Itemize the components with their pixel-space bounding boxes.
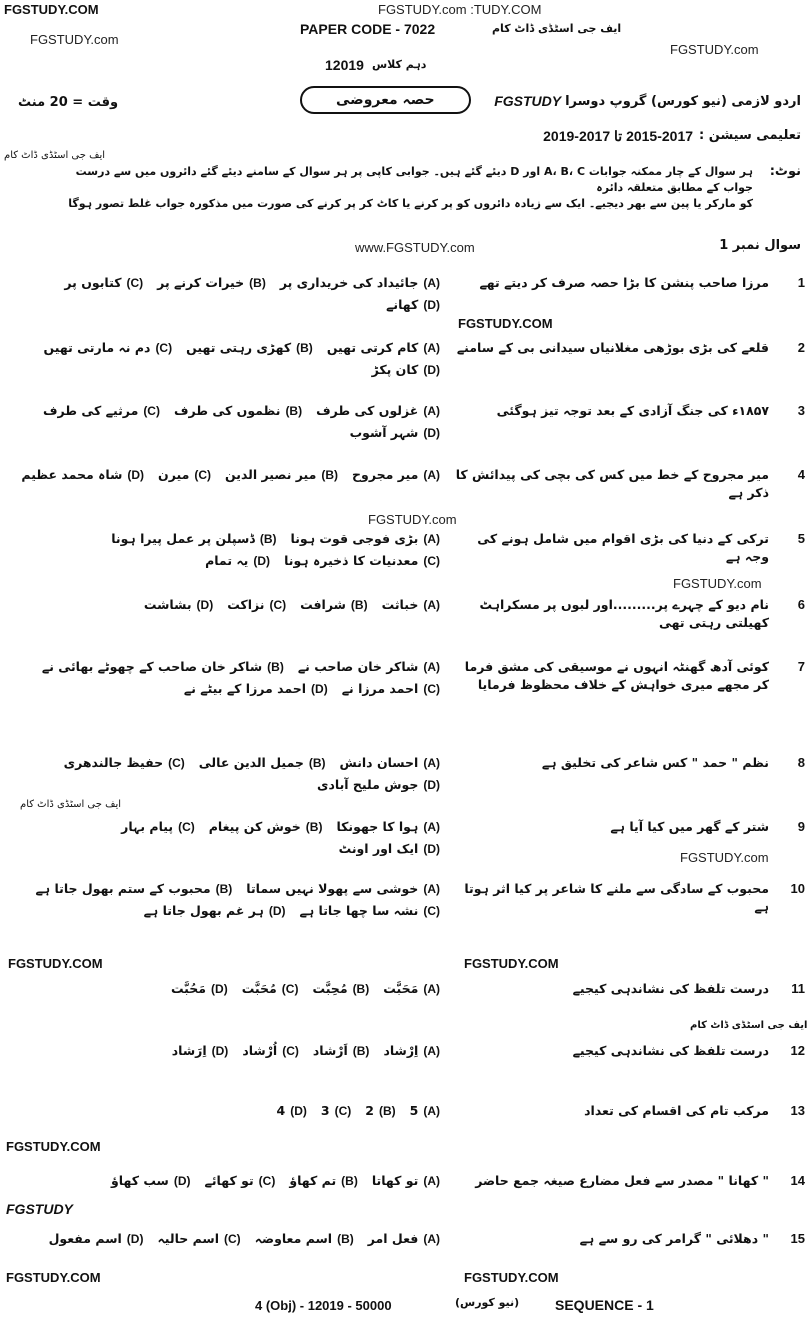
- session-label: تعلیمی سیشن :: [699, 128, 801, 143]
- note-label: نوٹ:: [769, 164, 801, 179]
- note: [63, 164, 753, 212]
- option-d[interactable]: [171, 980, 228, 998]
- options: [4, 1230, 440, 1248]
- option-text: 4: [276, 1103, 286, 1118]
- watermark: www.FGSTUDY.com: [355, 240, 475, 255]
- option-text: خوشی سے پھولا نہیں سماتا: [246, 881, 419, 896]
- option-text: خوش کن پیغام: [208, 819, 301, 834]
- brand: FGSTUDY: [494, 93, 562, 109]
- option-text: ڈسپلن پر عمل پیرا ہونا: [111, 531, 255, 546]
- options: [4, 1042, 440, 1060]
- question-number: 9: [797, 819, 805, 834]
- option-label: (A): [423, 660, 440, 674]
- option-text: فعل امر: [367, 1231, 419, 1246]
- paper-code: PAPER CODE - 7022: [300, 21, 436, 37]
- option-a[interactable]: [410, 1102, 440, 1120]
- option-d[interactable]: [317, 776, 440, 794]
- option-label: (A): [423, 276, 440, 290]
- option-a[interactable]: [291, 530, 440, 548]
- option-text: نظموں کی طرف: [173, 403, 281, 418]
- option-text: کھڑی رہتی تھیں: [186, 340, 292, 355]
- option-text: اسم مفعول: [48, 1231, 122, 1246]
- option-label: (B): [337, 1232, 354, 1246]
- watermark: FGSTUDY.COM: [4, 2, 99, 17]
- options: [4, 1172, 440, 1190]
- option-label: (C): [168, 756, 185, 770]
- option-text: کان پکڑ: [371, 362, 419, 377]
- option-a[interactable]: [368, 1230, 440, 1248]
- option-label: (D): [423, 298, 440, 312]
- option-b[interactable]: [209, 818, 323, 836]
- option-text: پیام بہار: [121, 819, 174, 834]
- urdu-watermark: ایف جی اسٹڈی ڈاٹ کام: [492, 22, 622, 35]
- option-text: حفیظ جالندھری: [63, 755, 164, 770]
- option-text: شاکر خان صاحب کے چھوٹے بھائی نے: [41, 659, 263, 674]
- option-label: (B): [249, 276, 266, 290]
- option-text: دم نہ مارتی تھیں: [43, 340, 151, 355]
- option-a[interactable]: [298, 658, 440, 676]
- question-label: سوال نمبر 1: [719, 238, 801, 253]
- option-b[interactable]: [186, 339, 313, 357]
- option-text: مرثیے کی طرف: [42, 403, 139, 418]
- watermark: FGSTUDY.COM: [464, 956, 559, 971]
- options: [4, 466, 440, 484]
- question-number: 15: [790, 1231, 805, 1246]
- question-number: 3: [797, 403, 805, 418]
- option-text: جمیل الدین عالی: [198, 755, 304, 770]
- option-a[interactable]: [327, 339, 440, 357]
- option-label: (D): [290, 1104, 307, 1118]
- watermark: FGSTUDY.com: [673, 576, 762, 591]
- option-text: کام کرتی تھیں: [326, 340, 419, 355]
- options: [4, 530, 440, 570]
- question-text: ۱۸۵۷ء کی جنگ آزادی کے بعد توجہ تیز ہوگئی: [496, 403, 769, 418]
- option-text: کھانے: [386, 297, 419, 312]
- subject: اردو لازمی (نیو کورس) گروپ دوسرا: [565, 94, 801, 109]
- option-label: (D): [127, 468, 145, 482]
- option-label: (D): [423, 426, 440, 440]
- options: [4, 1102, 440, 1120]
- option-text: مُحَبَّت: [241, 981, 277, 996]
- option-text: سب کھاؤ: [110, 1173, 169, 1188]
- option-text: ہوا کا جھونکا: [336, 819, 419, 834]
- option-label: (C): [269, 598, 287, 612]
- class-label: دہم کلاس: [371, 58, 427, 71]
- option-d[interactable]: [386, 296, 440, 314]
- option-label: (C): [281, 982, 299, 996]
- option-label: (A): [423, 820, 440, 834]
- option-label: (A): [423, 756, 440, 770]
- option-label: (B): [285, 404, 303, 418]
- options: [4, 274, 440, 314]
- question-number: 6: [797, 597, 805, 612]
- question-text: مرکب تام کی اقسام کی تعداد: [584, 1103, 769, 1118]
- question-text: درست تلفظ کی نشاندہی کیجیے: [572, 1043, 769, 1058]
- question-text: " دھلائی " گرامر کی رو سے ہے: [579, 1231, 769, 1246]
- option-text: شہر آشوب: [349, 425, 419, 440]
- option-text: شاکر خان صاحب نے: [297, 659, 419, 674]
- option-label: (D): [196, 598, 214, 612]
- option-b[interactable]: [289, 1172, 358, 1190]
- option-c[interactable]: [205, 1172, 276, 1190]
- footer-code: 4 (Obj) - 12019 - 50000: [255, 1298, 392, 1313]
- option-d[interactable]: [184, 680, 328, 698]
- option-label: (B): [378, 1104, 396, 1118]
- option-a[interactable]: [352, 466, 440, 484]
- option-d[interactable]: [144, 902, 286, 920]
- option-text: 2: [365, 1103, 374, 1118]
- question-text: نام دیو کے چہرے پر.........اور لبوں پر مسکراہٹ کھیلتی رہتی تھی: [479, 597, 769, 630]
- option-d[interactable]: [372, 361, 440, 379]
- option-text: اسم معاوضہ: [254, 1231, 333, 1246]
- option-b[interactable]: [255, 1230, 354, 1248]
- option-a[interactable]: [383, 1042, 440, 1060]
- option-label: (A): [423, 532, 440, 546]
- option-text: مَحَبَّت: [383, 981, 419, 996]
- watermark: FGSTUDY.COM: [8, 956, 103, 971]
- watermark: FGSTUDY.com :TUDY.COM: [378, 2, 542, 17]
- option-label: (A): [423, 341, 440, 355]
- option-label: (B): [267, 660, 284, 674]
- question-number: 4: [797, 467, 805, 482]
- option-label: (A): [423, 468, 440, 482]
- options: [4, 402, 440, 442]
- urdu-watermark: ایف جی اسٹڈی ڈاٹ کام: [4, 150, 106, 161]
- option-label: (D): [423, 842, 440, 856]
- option-label: (A): [423, 598, 440, 612]
- option-text: احسان دانش: [339, 755, 419, 770]
- session: 2015-2017 تا 2017-2019: [543, 128, 694, 144]
- watermark: FGSTUDY.COM: [458, 316, 553, 331]
- option-label: (B): [259, 532, 277, 546]
- option-label: (B): [296, 341, 313, 355]
- option-b[interactable]: [300, 596, 367, 614]
- option-text: مُحِبَّت: [312, 981, 348, 996]
- option-text: خباثت: [381, 597, 419, 612]
- option-text: کتابوں پر: [64, 275, 122, 290]
- option-a[interactable]: [280, 274, 440, 292]
- option-label: (B): [341, 1174, 358, 1188]
- option-d[interactable]: [144, 596, 213, 614]
- option-text: 3: [320, 1103, 330, 1118]
- option-d[interactable]: [350, 424, 440, 442]
- option-label: (D): [423, 778, 440, 792]
- option-label: (A): [423, 1104, 440, 1118]
- option-c[interactable]: [284, 552, 440, 570]
- time-allowed: وقت = 20 منٹ: [18, 95, 119, 110]
- option-c[interactable]: [242, 980, 299, 998]
- footer-sequence: SEQUENCE - 1: [555, 1297, 654, 1313]
- watermark: FGSTUDY.com: [30, 32, 119, 47]
- option-b[interactable]: [225, 466, 338, 484]
- note-line-2: کو مارکر یا پین سے بھر دیجیے۔ ایک سے زیادہ دائروں کو پر کرنے یا کاٹ کر پر کرنے کی صورت میں مذکورہ جواب غلط تصور ہوگا: [68, 197, 753, 210]
- question-text: نظم " حمد " کس شاعر کی تخلیق ہے: [541, 755, 769, 770]
- option-label: (C): [423, 682, 440, 696]
- option-label: (D): [211, 982, 228, 996]
- option-text: ہر غم بھول جاتا ہے: [143, 903, 264, 918]
- option-text: اِرْشاد: [383, 1043, 419, 1058]
- option-c[interactable]: [321, 1102, 351, 1120]
- option-c[interactable]: [227, 596, 286, 614]
- option-text: نشہ سا چھا جاتا ہے: [299, 903, 419, 918]
- option-label: (C): [155, 341, 173, 355]
- option-b[interactable]: [199, 754, 326, 772]
- watermark: FGSTUDY: [6, 1201, 73, 1217]
- option-c[interactable]: [43, 402, 160, 420]
- option-b[interactable]: [174, 402, 302, 420]
- option-label: (C): [423, 904, 440, 918]
- note-line-1: ہر سوال کے چار ممکنہ جوابات A، B، C اور D دیئے گئے ہیں۔ جوابی کاپی پر ہر سوال کے سامنے دیئے گئے دائروں میں سے درست جواب کے مطابق متعلقہ دائرہ: [75, 165, 753, 194]
- option-b[interactable]: [35, 880, 232, 898]
- option-label: (D): [311, 682, 328, 696]
- option-d[interactable]: [277, 1102, 307, 1120]
- option-label: (A): [423, 882, 440, 896]
- option-text: احمد مرزا کے بیٹے نے: [183, 681, 307, 696]
- watermark: FGSTUDY.com: [680, 850, 769, 865]
- subject-line: [494, 94, 801, 109]
- option-text: یہ تمام: [205, 553, 249, 568]
- option-label: (B): [308, 756, 326, 770]
- option-text: اسم حالیہ: [157, 1231, 220, 1246]
- question-text: شتر کے گھر میں کیا آیا ہے: [610, 819, 769, 834]
- option-d[interactable]: [205, 552, 270, 570]
- option-text: اَرْشاد: [312, 1043, 348, 1058]
- option-label: (C): [282, 1044, 299, 1058]
- question-text: " کھانا " مصدر سے فعل مضارع صیغہ جمع حاضر: [475, 1173, 769, 1188]
- option-text: بشاشت: [143, 597, 192, 612]
- question-text: ترکی کے دنیا کی بڑی اقوام میں شامل ہونے کی وجہ ہے: [477, 531, 769, 564]
- question-number: 7: [797, 659, 805, 674]
- options: [4, 818, 440, 858]
- option-d[interactable]: [111, 1172, 191, 1190]
- question-number: 11: [791, 981, 805, 996]
- option-a[interactable]: [336, 818, 440, 836]
- question-text: قلعے کی بڑی بوڑھی مغلانیاں سیدانی بی کے سامنے: [456, 340, 769, 355]
- question-number: 5: [797, 531, 805, 546]
- option-label: (D): [253, 554, 271, 568]
- option-b[interactable]: [157, 274, 266, 292]
- option-c[interactable]: [158, 466, 211, 484]
- option-label: (C): [178, 820, 195, 834]
- section-title: حصہ معروضی: [300, 86, 471, 114]
- options: [4, 754, 440, 794]
- options: [4, 658, 440, 698]
- option-a[interactable]: [382, 596, 440, 614]
- option-c[interactable]: [44, 339, 173, 357]
- option-c[interactable]: [342, 680, 440, 698]
- option-text: اُرْشاد: [242, 1043, 278, 1058]
- option-label: (C): [423, 554, 440, 568]
- option-text: نزاکت: [227, 597, 265, 612]
- option-text: اِرَشاد: [171, 1043, 207, 1058]
- option-d[interactable]: [49, 1230, 144, 1248]
- option-label: (D): [173, 1174, 191, 1188]
- option-label: (C): [194, 468, 212, 482]
- option-label: (C): [258, 1174, 276, 1188]
- option-c[interactable]: [300, 902, 441, 920]
- option-b[interactable]: [312, 980, 369, 998]
- question-number: 8: [797, 755, 805, 770]
- footer-course: (نیو کورس): [455, 1296, 520, 1309]
- option-text: میر مجروح: [352, 467, 419, 482]
- option-text: شرافت: [300, 597, 346, 612]
- option-b[interactable]: [42, 658, 284, 676]
- option-label: (D): [268, 904, 286, 918]
- watermark: FGSTUDY.COM: [6, 1139, 101, 1154]
- option-label: (A): [423, 404, 440, 418]
- option-label: (A): [423, 1174, 440, 1188]
- option-text: تم کھاؤ: [289, 1173, 337, 1188]
- option-label: (D): [211, 1044, 229, 1058]
- option-text: مَحُبَّت: [170, 981, 207, 996]
- question-number: 10: [790, 881, 805, 896]
- urdu-watermark: ایف جی اسٹڈی ڈاٹ کام: [20, 799, 122, 810]
- option-label: (A): [423, 1044, 440, 1058]
- option-text: خیرات کرنے پر: [157, 275, 245, 290]
- option-text: ایک اور اونٹ: [338, 841, 419, 856]
- question-number: 14: [790, 1173, 805, 1188]
- option-a[interactable]: [372, 1172, 440, 1190]
- option-label: (A): [423, 982, 440, 996]
- options: [4, 880, 440, 920]
- option-text: تو کھاتا: [371, 1173, 419, 1188]
- option-b[interactable]: [111, 530, 276, 548]
- option-label: (C): [334, 1104, 352, 1118]
- class-line: [325, 58, 426, 73]
- option-a[interactable]: [340, 754, 440, 772]
- option-text: معدنیات کا ذخیرہ ہونا: [284, 553, 419, 568]
- option-text: میرن: [158, 467, 190, 482]
- question-number: 1: [797, 275, 805, 290]
- watermark: FGSTUDY.com: [368, 512, 457, 527]
- watermark: FGSTUDY.com: [670, 42, 759, 57]
- option-text: میر نصیر الدین: [225, 467, 317, 482]
- option-a[interactable]: [383, 980, 440, 998]
- option-label: (B): [352, 1044, 370, 1058]
- option-a[interactable]: [246, 880, 440, 898]
- question-text: کوئی آدھ گھنٹہ انہوں نے موسیقی کی مشق فرما کر مجھے میری خواہش کے خلاف محظوظ فرمایا: [464, 659, 769, 692]
- option-c[interactable]: [121, 818, 195, 836]
- option-c[interactable]: [242, 1042, 299, 1060]
- urdu-watermark: ایف جی اسٹڈی ڈاٹ کام: [690, 1020, 808, 1031]
- option-text: جوش ملیح آبادی: [317, 777, 419, 792]
- options: [4, 980, 440, 998]
- option-label: (B): [350, 598, 368, 612]
- option-label: (B): [352, 982, 370, 996]
- option-label: (D): [126, 1232, 144, 1246]
- option-label: (C): [143, 404, 160, 418]
- option-label: (C): [126, 276, 144, 290]
- question-text: محبوب کے سادگی سے ملنے کا شاعر پر کیا اثر ہوتا ہے: [464, 881, 769, 914]
- option-text: غزلوں کی طرف: [316, 403, 419, 418]
- watermark: FGSTUDY.COM: [6, 1270, 101, 1285]
- question-number: 2: [797, 340, 805, 355]
- question-number: 13: [790, 1103, 805, 1118]
- option-label: (B): [215, 882, 233, 896]
- option-c[interactable]: [157, 1230, 240, 1248]
- option-text: تو کھائے: [204, 1173, 254, 1188]
- options: [4, 596, 440, 614]
- option-text: شاہ محمد عظیم: [21, 467, 123, 482]
- option-text: جائیداد کی خریداری پر: [279, 275, 419, 290]
- class-year: 12019: [325, 57, 364, 73]
- option-b[interactable]: [313, 1042, 370, 1060]
- option-label: (C): [224, 1232, 241, 1246]
- question-text: درست تلفظ کی نشاندہی کیجیے: [572, 981, 769, 996]
- option-text: 5: [409, 1103, 419, 1118]
- option-label: (B): [305, 820, 323, 834]
- options: [4, 339, 440, 379]
- question-number: 12: [790, 1043, 805, 1058]
- option-a[interactable]: [316, 402, 440, 420]
- option-b[interactable]: [365, 1102, 395, 1120]
- option-c[interactable]: [64, 754, 185, 772]
- option-d[interactable]: [339, 840, 440, 858]
- option-label: (D): [423, 363, 440, 377]
- option-label: (A): [423, 1232, 440, 1246]
- option-c[interactable]: [64, 274, 143, 292]
- question-text: میر مجروح کے خط میں کس کی بچی کی پیدائش کا ذکر ہے: [455, 467, 769, 500]
- option-label: (B): [321, 468, 339, 482]
- option-text: محبوب کے ستم بھول جاتا ہے: [35, 881, 211, 896]
- option-d[interactable]: [172, 1042, 229, 1060]
- session-line: [543, 128, 801, 145]
- option-d[interactable]: [21, 466, 144, 484]
- watermark: FGSTUDY.COM: [464, 1270, 559, 1285]
- option-text: احمد مرزا نے: [341, 681, 419, 696]
- question-text: مرزا صاحب پنشن کا بڑا حصہ صرف کر دیتے تھے: [479, 275, 769, 290]
- option-text: بڑی فوجی قوت ہونا: [290, 531, 419, 546]
